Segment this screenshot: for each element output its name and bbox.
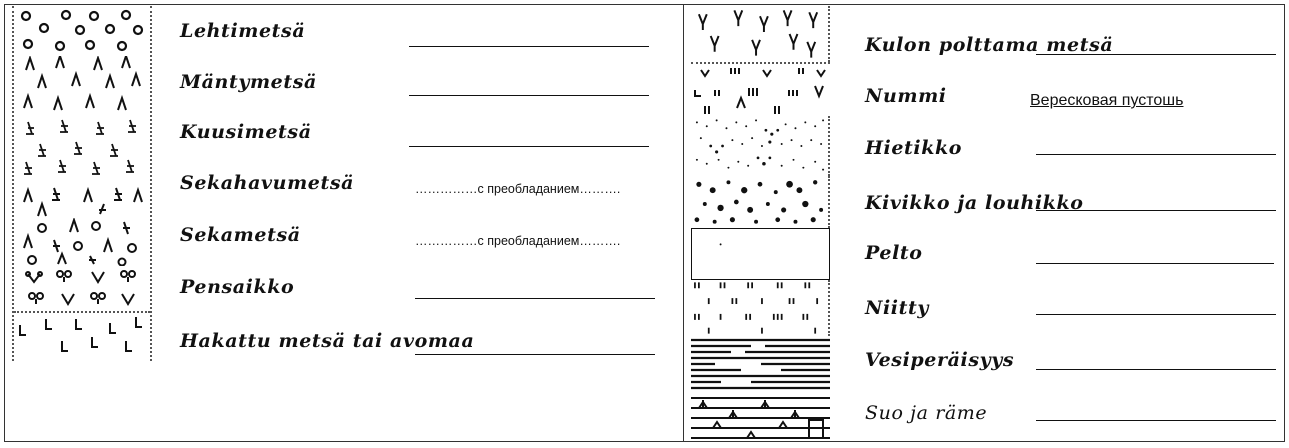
- legend-label-pensaikko: Pensaikko: [180, 276, 295, 298]
- legend-label-pelto: Pelto: [865, 242, 923, 264]
- legend-label-suo: Suo ja räme: [865, 402, 988, 424]
- swatch-mantymetsa: [14, 56, 150, 118]
- column-divider: [683, 4, 684, 442]
- swatch-niitty: [691, 280, 830, 336]
- swatch-kivikko: [691, 176, 830, 228]
- legend-label-nummi: Nummi: [865, 85, 947, 107]
- swatch-vesiperaisyys: [691, 336, 830, 392]
- legend-label-sekahavumetsa: Sekahavumetsä: [180, 172, 355, 194]
- legend-label-sekametsa: Sekametsä: [180, 224, 301, 246]
- legend-label-lehtimetsa: Lehtimetsä: [180, 20, 306, 42]
- answer-note-sekahavumetsa[interactable]: ……………с преобладанием……….: [415, 182, 621, 196]
- swatch-sekahavumetsa: [14, 176, 150, 218]
- legend-label-hietikko: Hietikko: [865, 137, 963, 159]
- legend-label-vesiperaisyys: Vesiperäisyys: [865, 349, 1015, 371]
- answer-line-suo[interactable]: [1036, 420, 1276, 421]
- answer-line-kulon[interactable]: [1036, 54, 1276, 55]
- right-swatch-column: [691, 6, 830, 442]
- legend-frame: [4, 4, 1285, 442]
- legend-label-mantymetsa: Mäntymetsä: [180, 71, 317, 93]
- answer-line-mantymetsa[interactable]: [409, 95, 649, 96]
- answer-line-pensaikko[interactable]: [415, 298, 655, 299]
- swatch-lehtimetsa: [14, 6, 150, 56]
- answer-line-hietikko[interactable]: [1036, 154, 1276, 155]
- answer-line-hakattu[interactable]: [415, 354, 655, 355]
- swatch-kulon: [691, 6, 830, 62]
- answer-line-kivikko[interactable]: [1036, 210, 1276, 211]
- left-swatch-column: [12, 6, 152, 361]
- swatch-kuusimetsa: [14, 118, 150, 176]
- answer-line-kuusimetsa[interactable]: [409, 146, 649, 147]
- answer-line-lehtimetsa[interactable]: [409, 46, 649, 47]
- answer-note-sekametsa[interactable]: ……………с преобладанием……….: [415, 234, 621, 248]
- legend-label-kivikko: Kivikko ja louhikko: [865, 192, 1084, 214]
- answer-line-niitty[interactable]: [1036, 314, 1276, 315]
- answer-line-vesiperaisyys[interactable]: [1036, 369, 1276, 370]
- legend-label-kuusimetsa: Kuusimetsä: [180, 121, 312, 143]
- answer-note-nummi[interactable]: Вересковая пустошь: [1030, 92, 1184, 109]
- swatch-nummi: [691, 62, 830, 118]
- answer-line-pelto[interactable]: [1036, 263, 1274, 264]
- swatch-sekametsa: [14, 218, 150, 266]
- swatch-hietikko: [691, 116, 830, 176]
- legend-label-niitty: Niitty: [865, 297, 929, 319]
- legend-label-hakattu: Hakattu metsä tai avomaa: [180, 330, 475, 352]
- swatch-suo-ja-rame: [691, 392, 830, 442]
- swatch-pensaikko: [14, 266, 150, 311]
- swatch-hakattu: [14, 311, 150, 361]
- swatch-pelto: [691, 228, 830, 280]
- legend-label-kulon: Kulon polttama metsä: [865, 34, 1114, 56]
